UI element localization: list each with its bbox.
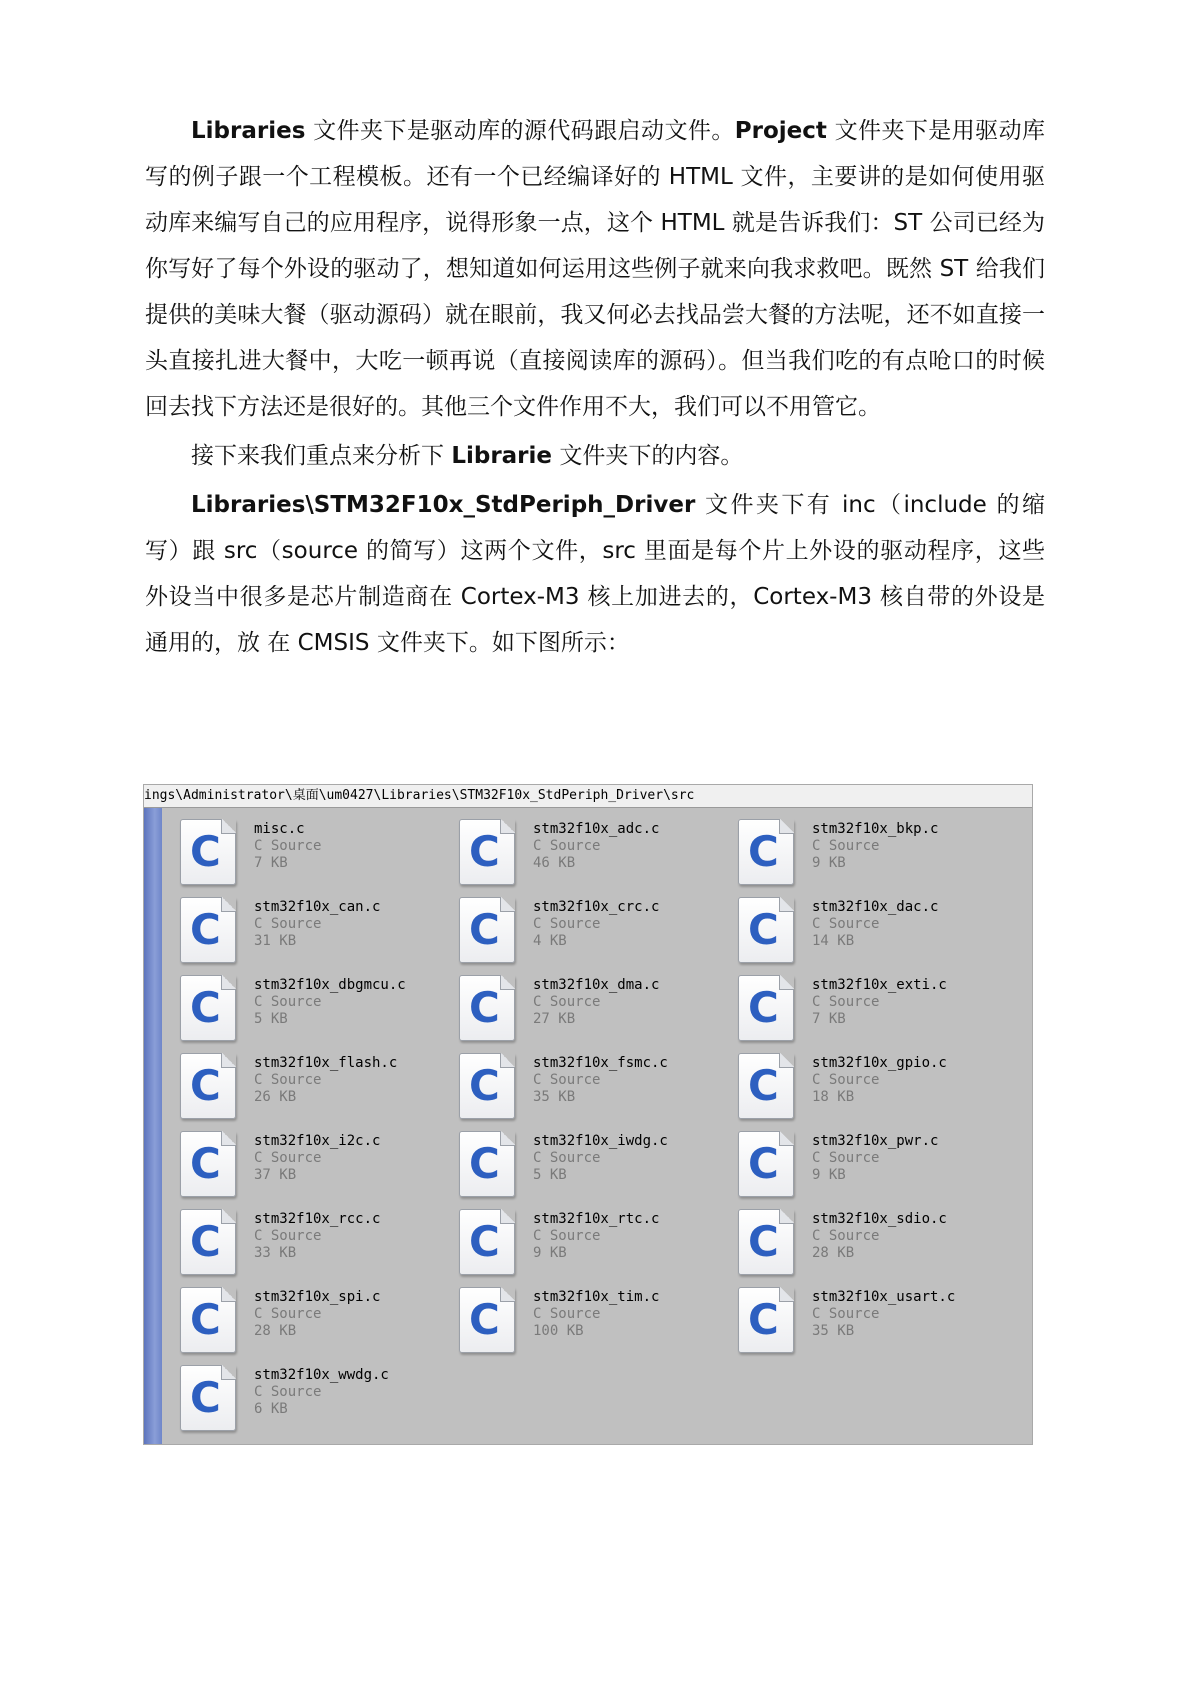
c-letter-glyph: C: [190, 1295, 221, 1344]
file-name: stm32f10x_dbgmcu.c: [254, 977, 406, 993]
file-size: 9 KB: [533, 1245, 567, 1261]
c-source-file-icon: [738, 975, 794, 1041]
file-type: C Source: [254, 1150, 322, 1166]
file-name: stm32f10x_dac.c: [812, 899, 939, 915]
file-name: stm32f10x_gpio.c: [812, 1055, 947, 1071]
c-source-file-icon: [180, 897, 236, 963]
c-letter-glyph: C: [469, 827, 500, 876]
file-type: C Source: [533, 994, 601, 1010]
c-source-file-icon: [180, 1053, 236, 1119]
c-letter-glyph: C: [469, 1217, 500, 1266]
file-name: stm32f10x_sdio.c: [812, 1211, 947, 1227]
c-source-file-icon: [459, 1131, 515, 1197]
file-type: C Source: [254, 838, 322, 854]
file-item[interactable]: [738, 971, 1017, 1049]
file-item[interactable]: [180, 893, 459, 971]
c-letter-glyph: C: [469, 1295, 500, 1344]
text-run: 文件夹下是用驱动库写的例子跟一个工程模板。还有一个已经编译好的 HTML 文件，主要讲的是如何使用驱动库来编写自己的应用程序，说得形象一点，这个 HTML 就是告诉我们：ST 公司已经为你写好了每个外设的驱动了，想知道如何运用这些例子就来向我求救吧。既然 ST 给我们提供的美味大餐（驱动源码）就在眼前，我又何必去找品尝大餐的方法呢，还不如直接一头直接扎进大餐中，大吃一顿再说（直接阅读库的源码）。但当我们吃的有点呛口的时候回去找下方法还是很好的。其他三个文件作用不大，我们可以不用管它。: [145, 118, 1045, 420]
c-letter-glyph: C: [469, 1139, 500, 1188]
file-item[interactable]: [459, 815, 738, 893]
c-source-file-icon: [459, 975, 515, 1041]
file-name: stm32f10x_dma.c: [533, 977, 660, 993]
file-type: C Source: [254, 1072, 322, 1088]
file-type: C Source: [812, 1072, 880, 1088]
file-item[interactable]: [459, 1127, 738, 1205]
file-size: 35 KB: [812, 1323, 855, 1339]
c-source-file-icon: [738, 1131, 794, 1197]
file-type: C Source: [254, 1228, 322, 1244]
paragraph-driver-folder: [145, 482, 1045, 666]
file-type: C Source: [254, 916, 322, 932]
c-letter-glyph: C: [748, 905, 779, 954]
file-type: C Source: [533, 916, 601, 932]
c-source-file-icon: [738, 1209, 794, 1275]
file-size: 28 KB: [254, 1323, 297, 1339]
c-letter-glyph: C: [748, 1295, 779, 1344]
c-source-file-icon: [180, 975, 236, 1041]
c-letter-glyph: C: [469, 983, 500, 1032]
file-item[interactable]: [180, 971, 459, 1049]
file-type: C Source: [254, 994, 322, 1010]
file-name: stm32f10x_rcc.c: [254, 1211, 381, 1227]
file-type: C Source: [533, 1228, 601, 1244]
file-size: 7 KB: [812, 1011, 846, 1027]
file-name: stm32f10x_adc.c: [533, 821, 660, 837]
c-source-file-icon: [459, 897, 515, 963]
file-name: stm32f10x_tim.c: [533, 1289, 660, 1305]
file-size: 26 KB: [254, 1089, 297, 1105]
text-run: 文件夹下有 inc（include 的缩写）跟 src（source 的简写）这两个文件，src 里面是每个片上外设的驱动程序，这些外设当中很多是芯片制造商在 Cortex-M3 核上加进去的，Cortex-M3 核自带的外设是通用的，放 在 CMSIS 文件夹下。如下图所示：: [145, 492, 1045, 656]
text-run: 接下来我们重点来分析下: [191, 443, 452, 469]
file-type: C Source: [533, 1150, 601, 1166]
file-name: stm32f10x_iwdg.c: [533, 1133, 668, 1149]
file-type: C Source: [254, 1306, 322, 1322]
c-letter-glyph: C: [748, 983, 779, 1032]
c-source-file-icon: [738, 897, 794, 963]
file-type: C Source: [812, 1228, 880, 1244]
file-name: stm32f10x_rtc.c: [533, 1211, 660, 1227]
file-size: 37 KB: [254, 1167, 297, 1183]
file-item[interactable]: [459, 971, 738, 1049]
file-grid: [180, 815, 1020, 1439]
address-bar[interactable]: ings\Administrator\桌面\um0427\Libraries\STM32F10x_StdPeriph_Driver\src: [144, 785, 1032, 808]
c-letter-glyph: C: [190, 1061, 221, 1110]
file-item[interactable]: [180, 1361, 459, 1439]
bold-term: Librarie: [451, 443, 553, 469]
c-source-file-icon: [459, 819, 515, 885]
paragraph-libraries-overview: [145, 108, 1045, 430]
c-source-file-icon: [180, 1287, 236, 1353]
file-item[interactable]: [738, 1205, 1017, 1283]
file-item[interactable]: [180, 1127, 459, 1205]
c-source-file-icon: [180, 819, 236, 885]
file-size: 31 KB: [254, 933, 297, 949]
file-type: C Source: [533, 838, 601, 854]
c-letter-glyph: C: [190, 1373, 221, 1422]
file-name: stm32f10x_flash.c: [254, 1055, 398, 1071]
c-letter-glyph: C: [190, 983, 221, 1032]
c-letter-glyph: C: [469, 1061, 500, 1110]
file-item[interactable]: [738, 1127, 1017, 1205]
file-item[interactable]: [459, 1283, 738, 1361]
file-name: stm32f10x_i2c.c: [254, 1133, 381, 1149]
file-name: stm32f10x_fsmc.c: [533, 1055, 668, 1071]
file-item[interactable]: [738, 815, 1017, 893]
c-source-file-icon: [180, 1209, 236, 1275]
text-run: 文件夹下是驱动库的源代码跟启动文件。: [305, 118, 735, 144]
file-size: 4 KB: [533, 933, 567, 949]
file-item[interactable]: [180, 1049, 459, 1127]
file-size: 33 KB: [254, 1245, 297, 1261]
c-source-file-icon: [180, 1131, 236, 1197]
file-item[interactable]: [180, 1283, 459, 1361]
file-name: misc.c: [254, 821, 305, 837]
c-letter-glyph: C: [190, 905, 221, 954]
c-letter-glyph: C: [748, 1217, 779, 1266]
file-type: C Source: [533, 1072, 601, 1088]
file-item[interactable]: [180, 815, 459, 893]
c-source-file-icon: [459, 1053, 515, 1119]
file-type: C Source: [812, 916, 880, 932]
file-size: 6 KB: [254, 1401, 288, 1417]
file-type: C Source: [812, 994, 880, 1010]
file-item[interactable]: [738, 1049, 1017, 1127]
text-run: 文件夹下的内容。: [552, 443, 744, 469]
c-letter-glyph: C: [748, 1139, 779, 1188]
file-size: 35 KB: [533, 1089, 576, 1105]
c-letter-glyph: C: [190, 1139, 221, 1188]
file-name: stm32f10x_bkp.c: [812, 821, 939, 837]
file-item[interactable]: [738, 1283, 1017, 1361]
file-type: C Source: [812, 1306, 880, 1322]
file-name: stm32f10x_can.c: [254, 899, 381, 915]
bold-term: Libraries\STM32F10x_StdPeriph_Driver: [191, 492, 696, 518]
file-name: stm32f10x_usart.c: [812, 1289, 956, 1305]
c-letter-glyph: C: [190, 827, 221, 876]
file-item[interactable]: [738, 893, 1017, 971]
c-source-file-icon: [459, 1209, 515, 1275]
file-size: 7 KB: [254, 855, 288, 871]
file-item[interactable]: [459, 1205, 738, 1283]
file-name: stm32f10x_crc.c: [533, 899, 660, 915]
paragraph-analysis-intro: [145, 433, 1045, 479]
file-item[interactable]: [459, 1049, 738, 1127]
c-source-file-icon: [459, 1287, 515, 1353]
body-text: [145, 108, 1045, 669]
file-name: stm32f10x_pwr.c: [812, 1133, 939, 1149]
file-type: C Source: [254, 1384, 322, 1400]
c-letter-glyph: C: [748, 827, 779, 876]
file-item[interactable]: [459, 893, 738, 971]
file-size: 18 KB: [812, 1089, 855, 1105]
file-name: stm32f10x_wwdg.c: [254, 1367, 389, 1383]
file-type: C Source: [533, 1306, 601, 1322]
file-size: 5 KB: [533, 1167, 567, 1183]
c-letter-glyph: C: [748, 1061, 779, 1110]
bold-term: Project: [734, 118, 827, 144]
file-size: 27 KB: [533, 1011, 576, 1027]
file-explorer-screenshot: [143, 784, 1033, 1445]
c-source-file-icon: [180, 1365, 236, 1431]
c-source-file-icon: [738, 1053, 794, 1119]
file-size: 9 KB: [812, 1167, 846, 1183]
file-size: 100 KB: [533, 1323, 584, 1339]
file-size: 28 KB: [812, 1245, 855, 1261]
file-size: 9 KB: [812, 855, 846, 871]
explorer-side-pane: [144, 808, 162, 1444]
file-type: C Source: [812, 838, 880, 854]
file-type: C Source: [812, 1150, 880, 1166]
file-item[interactable]: [180, 1205, 459, 1283]
c-letter-glyph: C: [190, 1217, 221, 1266]
file-name: stm32f10x_exti.c: [812, 977, 947, 993]
file-name: stm32f10x_spi.c: [254, 1289, 381, 1305]
file-size: 14 KB: [812, 933, 855, 949]
c-source-file-icon: [738, 1287, 794, 1353]
bold-term: Libraries: [191, 118, 306, 144]
file-size: 5 KB: [254, 1011, 288, 1027]
c-source-file-icon: [738, 819, 794, 885]
file-size: 46 KB: [533, 855, 576, 871]
c-letter-glyph: C: [469, 905, 500, 954]
